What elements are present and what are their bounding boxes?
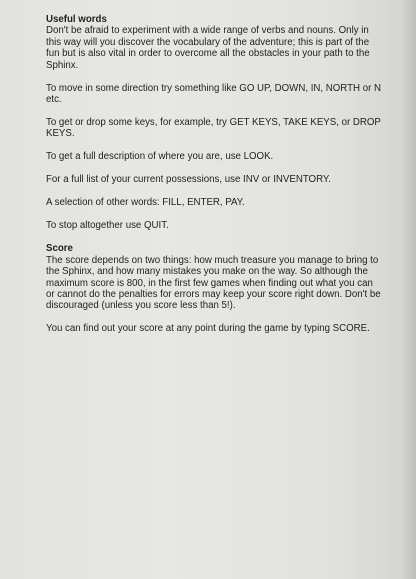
score-description: The score depends on two things: how much treasure you manage to bring to the Sphinx, and how many mistakes you make on the way. So although the maximum score is 800, in the first few games when finding out what you can or cannot do the penalties for errors may keep your score right down. Don't be discouraged (unless you score less than 5!).	[46, 254, 381, 312]
keys-instruction: To get or drop some keys, for example, try GET KEYS, TAKE KEYS, or DROP KEYS.	[46, 117, 381, 140]
score-find-out: You can find out your score at any point during the game by typing SCORE.	[46, 323, 370, 335]
other-words-instruction: A selection of other words: FILL, ENTER, PAY.	[46, 197, 245, 209]
inventory-instruction: For a full list of your current possessions, use INV or INVENTORY.	[46, 174, 331, 186]
move-instruction: To move in some direction try something like GO UP, DOWN, IN, NORTH or N etc.	[46, 82, 382, 106]
score-heading: Score	[46, 243, 73, 255]
useful-words-heading: Useful words	[46, 14, 107, 25]
page-edge-shadow	[402, 0, 416, 579]
look-instruction: To get a full description of where you are, use LOOK.	[46, 151, 274, 163]
page-content	[46, 14, 384, 346]
quit-instruction: To stop altogether use QUIT.	[46, 220, 169, 232]
useful-words-intro: Don't be afraid to experiment with a wide range of verbs and nouns. Only in this way will you discover the vocabulary of the adventure; this is part of the fun but is also vital in order to overcome all the obstacles in your path to the Sphinx.	[46, 25, 370, 71]
